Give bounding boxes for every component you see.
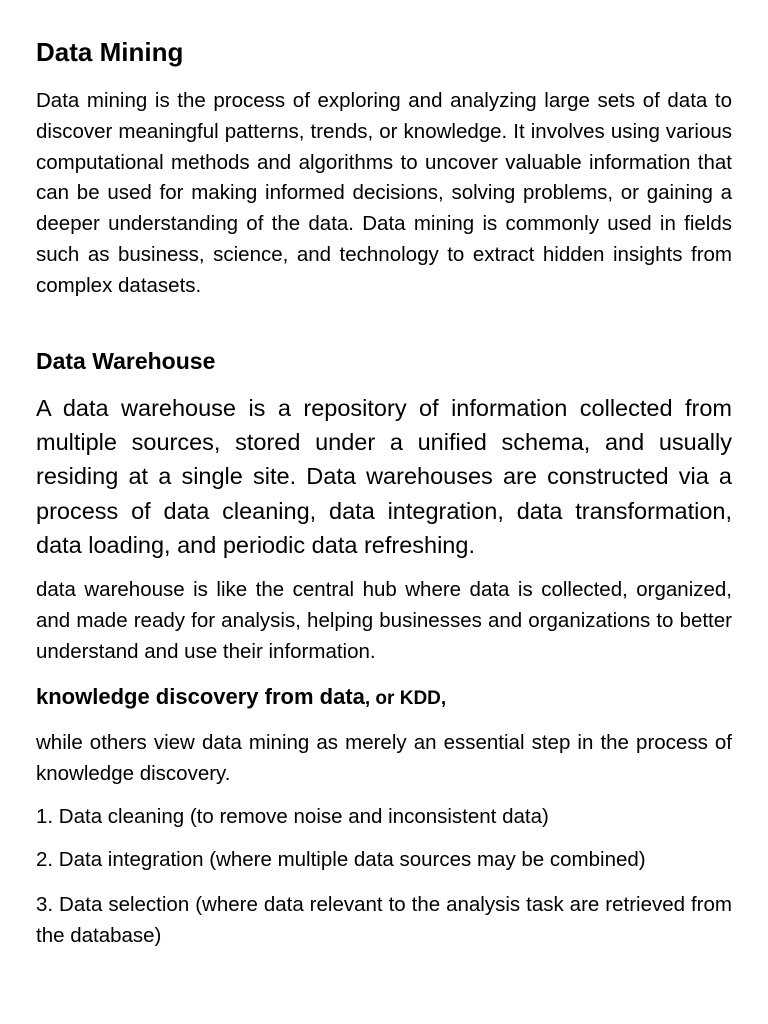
- kdd-step-1: 1. Data cleaning (to remove noise and inconsistent data): [36, 805, 549, 828]
- kdd-heading: [36, 683, 732, 713]
- data-mining-heading: Data Mining: [36, 37, 184, 67]
- kdd-heading-acronym: KDD,: [399, 688, 447, 709]
- kdd-step-3: 3. Data selection (where data relevant to the analysis task are retrieved from the database): [36, 893, 732, 947]
- kdd-intro-paragraph: while others view data mining as merely an essential step in the process of knowledge discovery.: [36, 731, 732, 785]
- kdd-step-2: 2. Data integration (where multiple data sources may be combined): [36, 848, 646, 871]
- data-warehouse-definition: A data warehouse is a repository of information collected from multiple sources, stored under a unified schema, and usually residing at a single site. Data warehouses are constructed via a process of data cleaning, data integration, data transformation, data loading, and periodic data refreshing.: [36, 395, 732, 558]
- kdd-heading-or: , or: [364, 688, 400, 709]
- kdd-heading-term: knowledge discovery from data: [36, 684, 365, 709]
- data-warehouse-heading: Data Warehouse: [36, 348, 216, 374]
- data-warehouse-summary: data warehouse is like the central hub where data is collected, organized, and made ready for analysis, helping businesses and organizations to better understand and use their information.: [36, 578, 732, 663]
- data-mining-paragraph: Data mining is the process of exploring and analyzing large sets of data to discover meaningful patterns, trends, or knowledge. It involves using various computational methods and algorithms to uncover valuable information that can be used for making informed decisions, solving problems, or gaining a deeper understanding of the data. Data mining is commonly used in fields such as business, science, and technology to extract hidden insights from complex datasets.: [36, 89, 732, 297]
